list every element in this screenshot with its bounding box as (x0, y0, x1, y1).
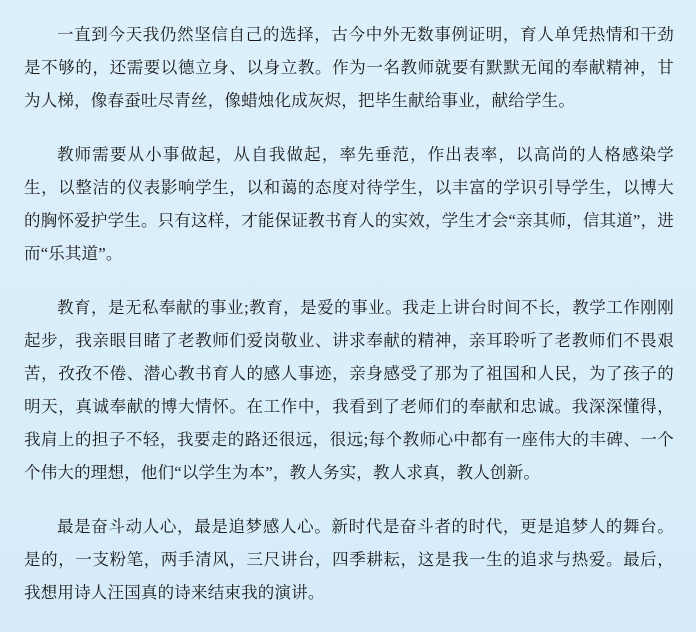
paragraph-1: 一直到今天我仍然坚信自己的选择，古今中外无数事例证明，育人单凭热情和干劲是不够的，还需要以德立身、以身立教。作为一名教师就要有默默无闻的奉献精神，甘为人梯，像春蚕吐尽青丝，像蜡烛化成灰烬，把毕生献给事业，献给学生。 (24, 25, 674, 110)
paragraph-2: 教师需要从小事做起，从自我做起，率先垂范，作出表率，以高尚的人格感染学生，以整洁的仪表影响学生，以和蔼的态度对待学生，以丰富的学识引导学生，以博大的胸怀爱护学生。只有这样，才能保证教书育人的实效，学生才会“亲其师，信其道”，进而“乐其道”。 (24, 145, 674, 263)
paragraph-4: 最是奋斗动人心，最是追梦感人心。新时代是奋斗者的时代，更是追梦人的舞台。是的，一支粉笔，两手清风，三尺讲台，四季耕耘，这是我一生的追求与热爱。最后，我想用诗人汪国真的诗来结束我的演讲。 (24, 517, 674, 602)
paragraph-3: 教育，是无私奉献的事业;教育，是爱的事业。我走上讲台时间不长，教学工作刚刚起步，我亲眼目睹了老教师们爱岗敬业、讲求奉献的精神，亲耳聆听了老教师们不畏艰苦，孜孜不倦、潜心教书育人的感人事迹，亲身感受了那为了祖国和人民，为了孩子的明天，真诚奉献的博大情怀。在工作中，我看到了老师们的奉献和忠诚。我深深懂得，我肩上的担子不轻，我要走的路还很远，很远;每个教师心中都有一座伟大的丰碑、一个个伟大的理想，他们“以学生为本”，教人务实，教人求真，教人创新。 (24, 298, 674, 482)
